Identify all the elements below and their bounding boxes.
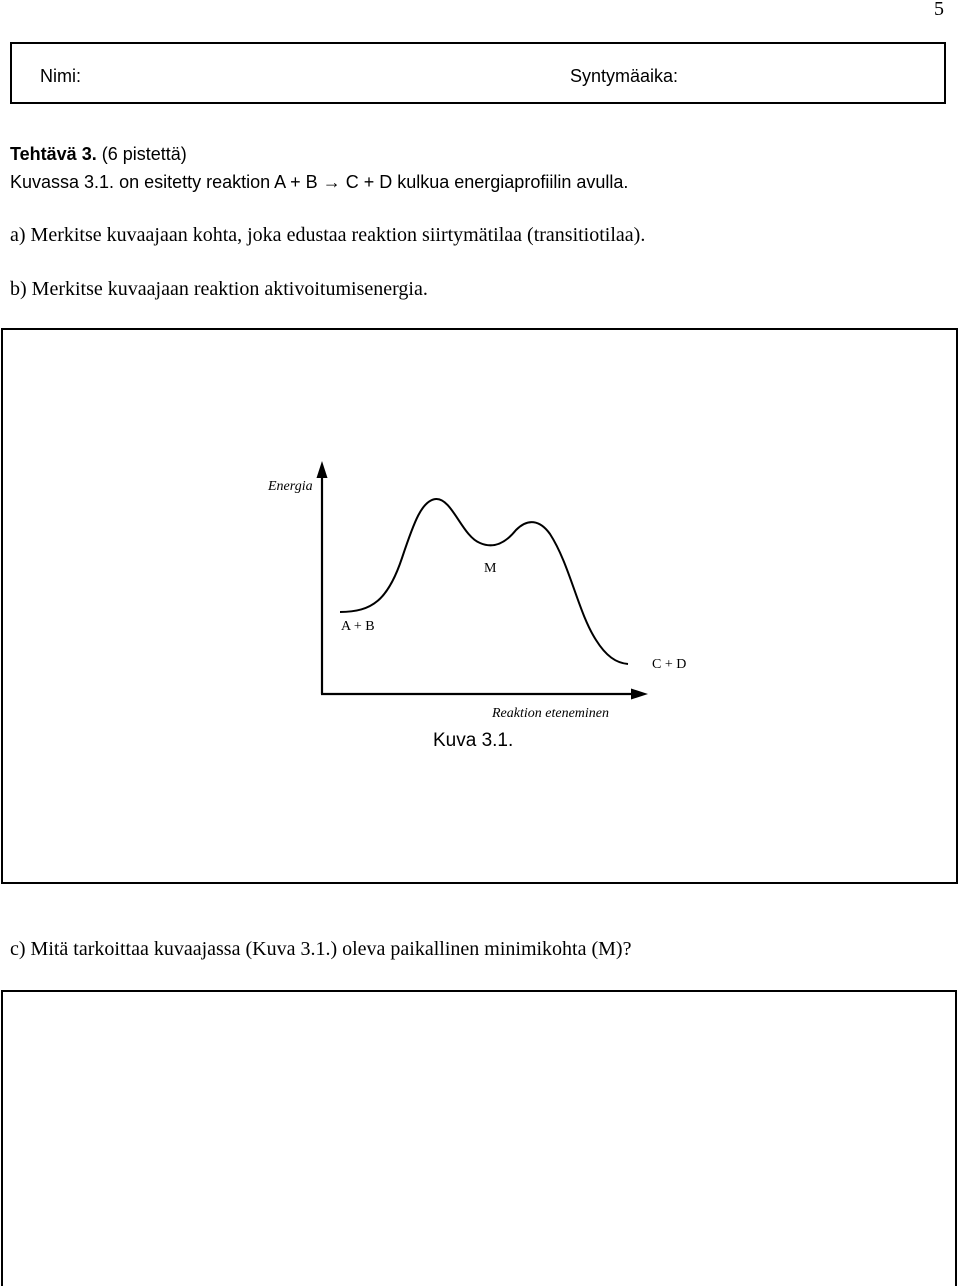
intermediate-label: M — [484, 561, 497, 576]
x-axis-arrow — [631, 689, 648, 700]
answer-box-c[interactable] — [1, 990, 957, 1286]
name-label: Nimi: — [40, 66, 81, 86]
energy-curve — [340, 499, 628, 664]
page-number: 5 — [934, 0, 944, 20]
birthdate-label: Syntymäaika: — [570, 66, 679, 86]
products-label: C + D — [652, 657, 687, 672]
intro-after: C + D kulkua energiaprofiilin avulla. — [345, 172, 629, 192]
question-b: b) Merkitse kuvaajaan reaktion aktivoitumisenergia. — [10, 278, 428, 300]
intro-before: Kuvassa 3.1. on esitetty reaktion A + B — [10, 172, 318, 192]
y-axis-arrow — [317, 461, 328, 478]
reactants-label: A + B — [341, 619, 375, 634]
y-axis-label: Energia — [268, 479, 313, 494]
task-points: (6 pistettä) — [101, 144, 187, 164]
reaction-arrow: → — [322, 172, 341, 192]
figure-caption: Kuva 3.1. — [433, 730, 514, 751]
task-title-bold: Tehtävä 3. — [10, 144, 97, 164]
question-a: a) Merkitse kuvaajaan kohta, joka edustaa reaktion siirtymätilaa (transitiotilaa). — [10, 224, 646, 246]
question-c: c) Mitä tarkoittaa kuvaajassa (Kuva 3.1.) oleva paikallinen minimikohta (M)? — [10, 938, 632, 960]
x-axis-label: Reaktion eteneminen — [492, 706, 610, 721]
